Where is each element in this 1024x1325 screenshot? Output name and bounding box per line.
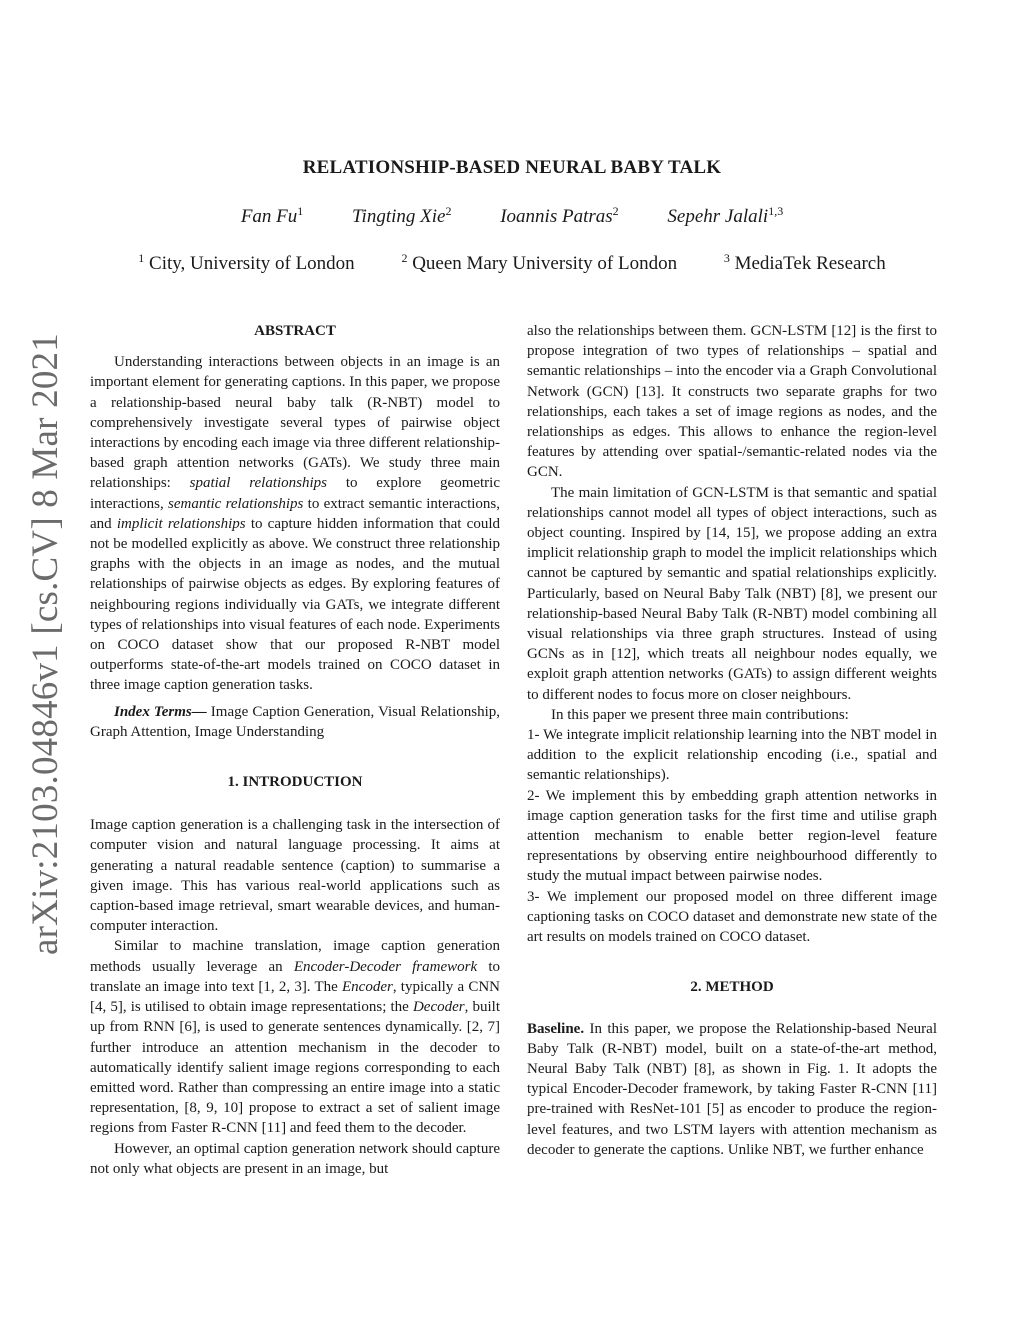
affiliation-list bbox=[0, 253, 1024, 275]
affiliation bbox=[138, 253, 354, 275]
affiliation-name: Queen Mary University of London bbox=[412, 253, 678, 274]
affiliation-name: City, University of London bbox=[149, 253, 355, 274]
author-affil-mark: 2 bbox=[612, 204, 619, 218]
author-name: Tingting Xie bbox=[352, 206, 446, 227]
author bbox=[667, 206, 783, 228]
intro-emphasis: Decoder bbox=[412, 999, 465, 1016]
intro-emphasis: Encoder bbox=[342, 978, 393, 995]
intro-emphasis: Encoder-Decoder framework bbox=[293, 958, 478, 975]
author-name: Sepehr Jalali bbox=[667, 206, 769, 227]
author-affil-mark: 1,3 bbox=[768, 204, 784, 218]
abstract-text: to extract semantic interactions, and bbox=[90, 495, 500, 532]
body-paragraph: also the relationships between them. GCN-LSTM [12] is the first to propose integration of two types of relationships – spatial and semantic relationships – into the encoder via a Graph Convolutional Network (GCN) [13]. It constructs two separate graphs for two relationships, each takes a set of image regions as nodes, and the relationships as edges. This allows to enhance the region-level features by attending over spatial-/semantic-related nodes via the GCN. bbox=[527, 323, 937, 481]
author bbox=[500, 206, 618, 228]
intro-text: , typically a CNN [4, 5], is utilised to obtain image representations; the bbox=[90, 978, 500, 1016]
introduction-heading: 1. INTRODUCTION bbox=[227, 774, 363, 791]
right-column bbox=[527, 321, 937, 1160]
author-list bbox=[0, 206, 1024, 228]
body-paragraph: In this paper we present three main contributions: bbox=[551, 706, 849, 723]
intro-text: Similar to machine translation, image caption generation methods usually leverage an bbox=[90, 938, 500, 975]
method-run-in-label: Baseline. bbox=[527, 1020, 585, 1037]
author-name: Fan Fu bbox=[240, 206, 298, 227]
author-affil-mark: 1 bbox=[297, 204, 304, 218]
abstract-emphasis: spatial relationships bbox=[189, 475, 328, 492]
affiliation-mark: 3 bbox=[723, 251, 730, 265]
intro-text: to translate an image into text [1, 2, 3]. The bbox=[90, 958, 500, 995]
affiliation-name: MediaTek Research bbox=[734, 253, 886, 274]
author bbox=[352, 206, 451, 228]
affiliation-mark: 1 bbox=[138, 251, 145, 265]
contribution-item: 2- We implement this by embedding graph attention networks in image caption generation tasks for the first time and utilise graph attention mechanism to enable better region-level feature representations by observing entire neighbourhood differently to study the mutual impact between pairwise nodes. bbox=[527, 787, 937, 885]
method-text: In this paper, we propose the Relationship-based Neural Baby Talk (R-NBT) model, built on a state-of-the-art method, Neural Baby Talk (NBT) [8], as shown in Fig. 1. It adopts the typical Encoder-Decoder framework, by taking Faster R-CNN [11] pre-trained with ResNet-101 [5] as encoder to produce the region-level features, and two LSTM layers with attention mechanism as decoder to generate the captions. Unlike NBT, we further enhance bbox=[527, 1020, 937, 1158]
index-terms-label: Index Terms— bbox=[114, 703, 207, 720]
abstract-text: Understanding interactions between objects in an image is an important element for generating captions. In this paper, we propose a relationship-based neural baby talk (R-NBT) model to comprehensively investigate several types of pairwise object interactions by encoding each image via three different relationship-based graph attention networks (GATs). We study three main relationships: bbox=[90, 354, 500, 492]
method-heading: 2. METHOD bbox=[690, 979, 774, 996]
index-terms bbox=[90, 702, 500, 742]
author bbox=[241, 206, 303, 228]
affiliation bbox=[401, 253, 677, 275]
abstract-paragraph bbox=[90, 352, 500, 695]
paper-title: RELATIONSHIP-BASED NEURAL BABY TALK bbox=[302, 157, 722, 178]
author-affil-mark: 2 bbox=[445, 204, 452, 218]
author-name: Ioannis Patras bbox=[500, 206, 613, 227]
affiliation bbox=[724, 253, 886, 275]
abstract-heading: ABSTRACT bbox=[254, 323, 336, 339]
intro-text: , built up from RNN [6], is used to generate sentences dynamically. [2, 7] further introduce an attention mechanism in the decoder to automatically identify salient image regions corresponding to each emitted word. Rather than compressing an entire image into a static representation, [8, 9, 10] propose to extract a set of salient image regions from Faster R-CNN [11] and feed them to the decoder. bbox=[90, 999, 500, 1137]
intro-paragraph: However, an optimal caption generation network should capture not only what objects are present in an image, but bbox=[90, 1140, 500, 1177]
contribution-item: 3- We implement our proposed model on three different image captioning tasks on COCO dataset and demonstrate new state of the art results on models trained on COCO dataset. bbox=[527, 888, 937, 946]
abstract-text: to explore geometric interactions, bbox=[90, 475, 501, 512]
body-paragraph: The main limitation of GCN-LSTM is that semantic and spatial relationships cannot model all types of object interactions, such as object counting. Inspired by [14, 15], we propose adding an extra implicit relationship graph to model the implicit relationships which cannot be captured by semantic and spatial relationships explicitly. Particularly, based on Neural Baby Talk (NBT) [8], we present our relationship-based Neural Baby Talk (R-NBT) model combining all visual relationships via three graph structures. Instead of using GCNs as in [12], which treats all neighbour nodes equally, we exploit graph attention networks (GATs) to assign different weights to different nodes to focus more on closer neighbours. bbox=[527, 484, 937, 703]
method-paragraph bbox=[527, 1019, 937, 1160]
arxiv-identifier: arXiv:2103.04846v1 [cs.CV] 8 Mar 2021 bbox=[25, 333, 66, 955]
abstract-emphasis: semantic relationships bbox=[168, 495, 304, 512]
intro-paragraph: Image caption generation is a challenging task in the intersection of computer vision and natural language processing. It aims at generating a natural readable sentence (caption) to summarise a given image. This has various real-world applications such as caption-based image retrieval, smart wearable devices, and human-computer interaction. bbox=[90, 817, 500, 935]
intro-paragraph bbox=[90, 936, 500, 1138]
left-column bbox=[90, 321, 500, 1179]
affiliation-mark: 2 bbox=[401, 251, 408, 265]
index-terms-text: Image Caption Generation, Visual Relationship, Graph Attention, Image Understanding bbox=[90, 703, 500, 740]
contribution-item: 1- We integrate implicit relationship learning into the NBT model in addition to the explicit relationship encoding (i.e., spatial and semantic relationships). bbox=[527, 727, 937, 784]
abstract-emphasis: implicit relationships bbox=[116, 515, 246, 532]
abstract-text: to capture hidden information that could not be modelled explicitly as above. We construct three relationship graphs with the objects in an image as nodes, and the mutual relationships of pairwise objects as edges. By exploring features of neighbouring regions individually via GATs, we integrate different types of relationships into visual features of each node. Experiments on COCO dataset show that our proposed R-NBT model outperforms state-of-the-art models trained on COCO dataset in three image caption generation tasks. bbox=[90, 515, 500, 694]
